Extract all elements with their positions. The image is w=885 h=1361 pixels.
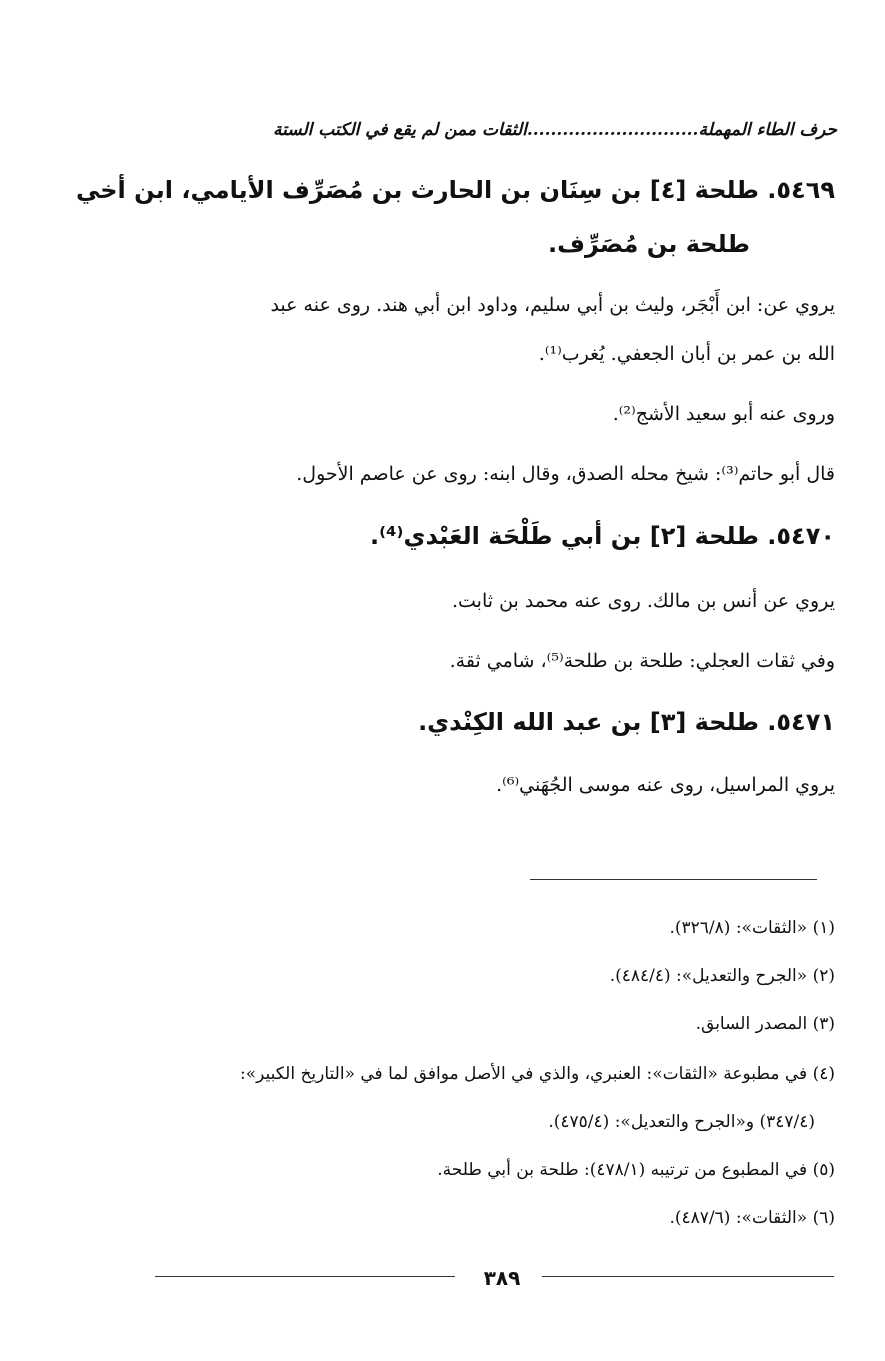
entry-5469-body-line3: وروى عنه أبو سعيد الأشج⁽²⁾. <box>612 403 835 425</box>
footnote-2: (٢) «الجرح والتعديل»: (٤٨٤/٤). <box>609 966 835 986</box>
entry-5470-body-line1: يروي عن أنس بن مالك. روى عنه محمد بن ثابت. <box>451 590 835 612</box>
footnote-6: (٦) «الثقات»: (٤٨٧/٦). <box>669 1208 835 1228</box>
entry-title-5471: ٥٤٧١. طلحة [٣] بن عبد الله الكِنْدي. <box>418 708 835 736</box>
entry-title-5470: ٥٤٧٠. طلحة [٢] بن أبي طَلْحَة العَبْدي⁽⁴⁾. <box>370 522 835 550</box>
entry-5469-body-line1: يروي عن: ابن أَبْجَر، وليث بن أبي سليم، وداود ابن أبي هند. روى عنه عبد <box>270 294 835 316</box>
bottom-rule-right <box>542 1276 834 1277</box>
footnote-1: (١) «الثقات»: (٣٢٦/٨). <box>669 918 835 938</box>
footnote-separator <box>530 879 817 880</box>
footnote-5: (٥) في المطبوع من ترتيبه (٤٧٨/١): طلحة بن أبي طلحة. <box>437 1160 835 1180</box>
footnote-4-line2: (٣٤٧/٤) و«الجرح والتعديل»: (٤٧٥/٤). <box>548 1112 815 1132</box>
entry-5470-body-line2: وفي ثقات العجلي: طلحة بن طلحة⁽⁵⁾، شامي ثقة. <box>449 650 835 672</box>
bottom-rule-left <box>155 1276 455 1277</box>
entry-title-5469-line2: طلحة بن مُصَرِّف. <box>547 230 750 258</box>
entry-5469-body-line2: الله بن عمر بن أبان الجعفي. يُغرب⁽¹⁾. <box>538 343 835 365</box>
footnote-3: (٣) المصدر السابق. <box>695 1014 835 1034</box>
entry-title-5469-line1: ٥٤٦٩. طلحة [٤] بن سِنَان بن الحارث بن مُصَرِّف الأيامي، ابن أخي <box>75 176 835 204</box>
page-number: ٣٨٩ <box>483 1266 521 1290</box>
entry-5471-body-line1: يروي المراسيل، روى عنه موسى الجُهَني⁽⁶⁾. <box>496 774 835 796</box>
running-header: حرف الطاء المهملة.............................الثقات ممن لم يقع في الكتب الستة <box>273 120 837 140</box>
footnote-4-line1: (٤) في مطبوعة «الثقات»: العنبري، والذي في الأصل موافق لما في «التاريخ الكبير»: <box>239 1064 835 1084</box>
entry-5469-body-line4: قال أبو حاتم⁽³⁾: شيخ محله الصدق، وقال ابنه: روى عن عاصم الأحول. <box>296 463 835 485</box>
